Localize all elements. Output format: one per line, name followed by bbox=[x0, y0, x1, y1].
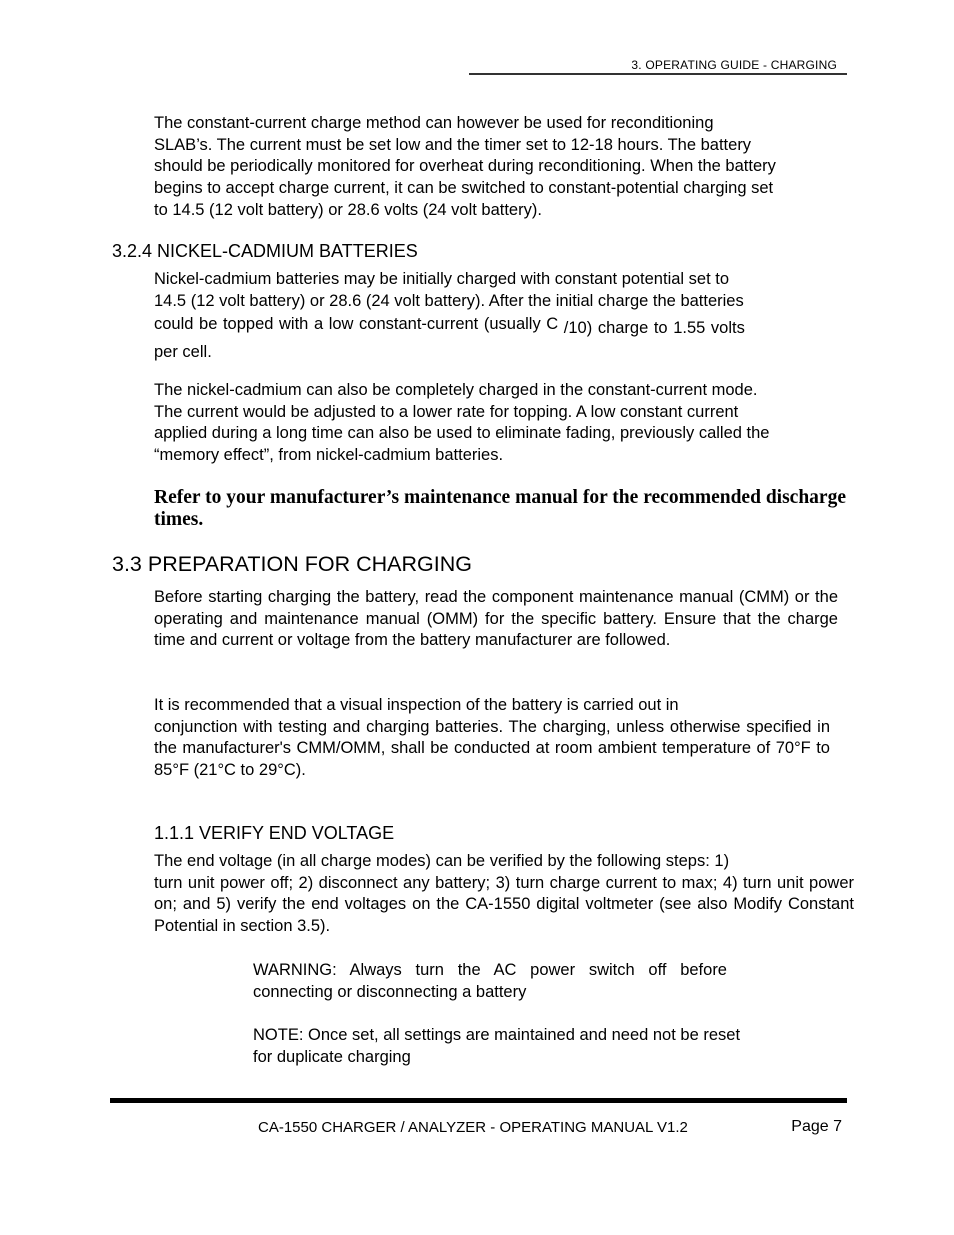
verify-paragraph bbox=[154, 851, 854, 938]
verify-paragraph-body: turn unit power off; 2) disconnect any battery; 3) turn charge current to max; 4) turn unit power on; and 5) verify the end voltages on the CA-1550 digital voltmeter (see also Modify Constant Potential in section 3.5). bbox=[154, 873, 854, 936]
page-number: Page 7 bbox=[791, 1118, 842, 1135]
nicad-line: Nickel-cadmium batteries may be initially charged with constant potential set to bbox=[154, 270, 730, 288]
running-header: 3. OPERATING GUIDE - CHARGING bbox=[631, 58, 837, 72]
nicad-paragraph-1 bbox=[154, 269, 745, 364]
slab-line: to 14.5 (12 volt battery) or 28.6 volts (24 volt battery). bbox=[154, 200, 542, 219]
prep-paragraph-1: Before starting charging the battery, read the component maintenance manual (CMM) or the operating and maintenance manual (OMM) for the specific battery. Ensure that the charge time and current or voltage from the battery manufacturer are followed. bbox=[154, 588, 838, 650]
slab-line: begins to accept charge current, it can be switched to constant-potential charging set bbox=[154, 179, 774, 198]
prep-paragraph-2 bbox=[154, 695, 830, 782]
footer-manual-title: CA-1550 CHARGER / ANALYZER - OPERATING MANUAL V1.2 bbox=[258, 1119, 688, 1136]
prep-line: It is recommended that a visual inspection of the battery is carried out in bbox=[154, 696, 679, 714]
nicad-line: “memory effect”, from nickel-cadmium batteries. bbox=[154, 446, 504, 465]
header-rule bbox=[469, 73, 847, 75]
slab-line: SLAB’s. The current must be set low and the timer set to 12-18 hours. The battery bbox=[154, 135, 752, 154]
slab-line: should be periodically monitored for overheat during reconditioning. When the battery bbox=[154, 157, 776, 176]
nicad-line: applied during a long time can also be used to eliminate fading, previously called the bbox=[154, 424, 770, 443]
nicad-line-part: /10) charge to 1.55 volts bbox=[563, 319, 745, 338]
nicad-line: The current would be adjusted to a lower rate for topping. A low constant current bbox=[154, 402, 739, 421]
slab-line: The constant-current charge method can however be used for reconditioning bbox=[154, 114, 714, 132]
nicad-line: 14.5 (12 volt battery) or 28.6 (24 volt battery). After the initial charge the batteries bbox=[154, 291, 744, 310]
warning-note: WARNING: Always turn the AC power switch off before connecting or disconnecting a battery bbox=[253, 961, 727, 1001]
section-title-preparation: 3.3 PREPARATION FOR CHARGING bbox=[112, 552, 472, 576]
settings-note: NOTE: Once set, all settings are maintained and need not be reset for duplicate charging bbox=[253, 1026, 741, 1066]
nicad-line: The nickel-cadmium can also be completely charged in the constant-current mode. bbox=[154, 381, 758, 399]
footer-rule bbox=[110, 1098, 847, 1103]
prep-paragraph-2-body: conjunction with testing and charging batteries. The charging, unless otherwise specified in the manufacturer's CMM/OMM, shall be conducted at room ambient temperature of 70°F to 85°F (21°C to 29°C). bbox=[154, 717, 830, 780]
nicad-line bbox=[154, 314, 745, 340]
nicad-line: per cell. bbox=[154, 343, 212, 362]
nicad-heading: 3.2.4 NICKEL-CADMIUM BATTERIES bbox=[112, 241, 418, 261]
verify-heading: 1.1.1 VERIFY END VOLTAGE bbox=[154, 823, 395, 843]
maintenance-manual-note: Refer to your manufacturer’s maintenance manual for the recommended discharge times. bbox=[154, 487, 846, 530]
verify-line: The end voltage (in all charge modes) can be verified by the following steps: 1) bbox=[154, 852, 730, 870]
nicad-paragraph-2 bbox=[154, 380, 769, 467]
nicad-line-part: could be topped with a low constant-current (usually C bbox=[154, 315, 564, 334]
slab-paragraph bbox=[154, 113, 776, 222]
